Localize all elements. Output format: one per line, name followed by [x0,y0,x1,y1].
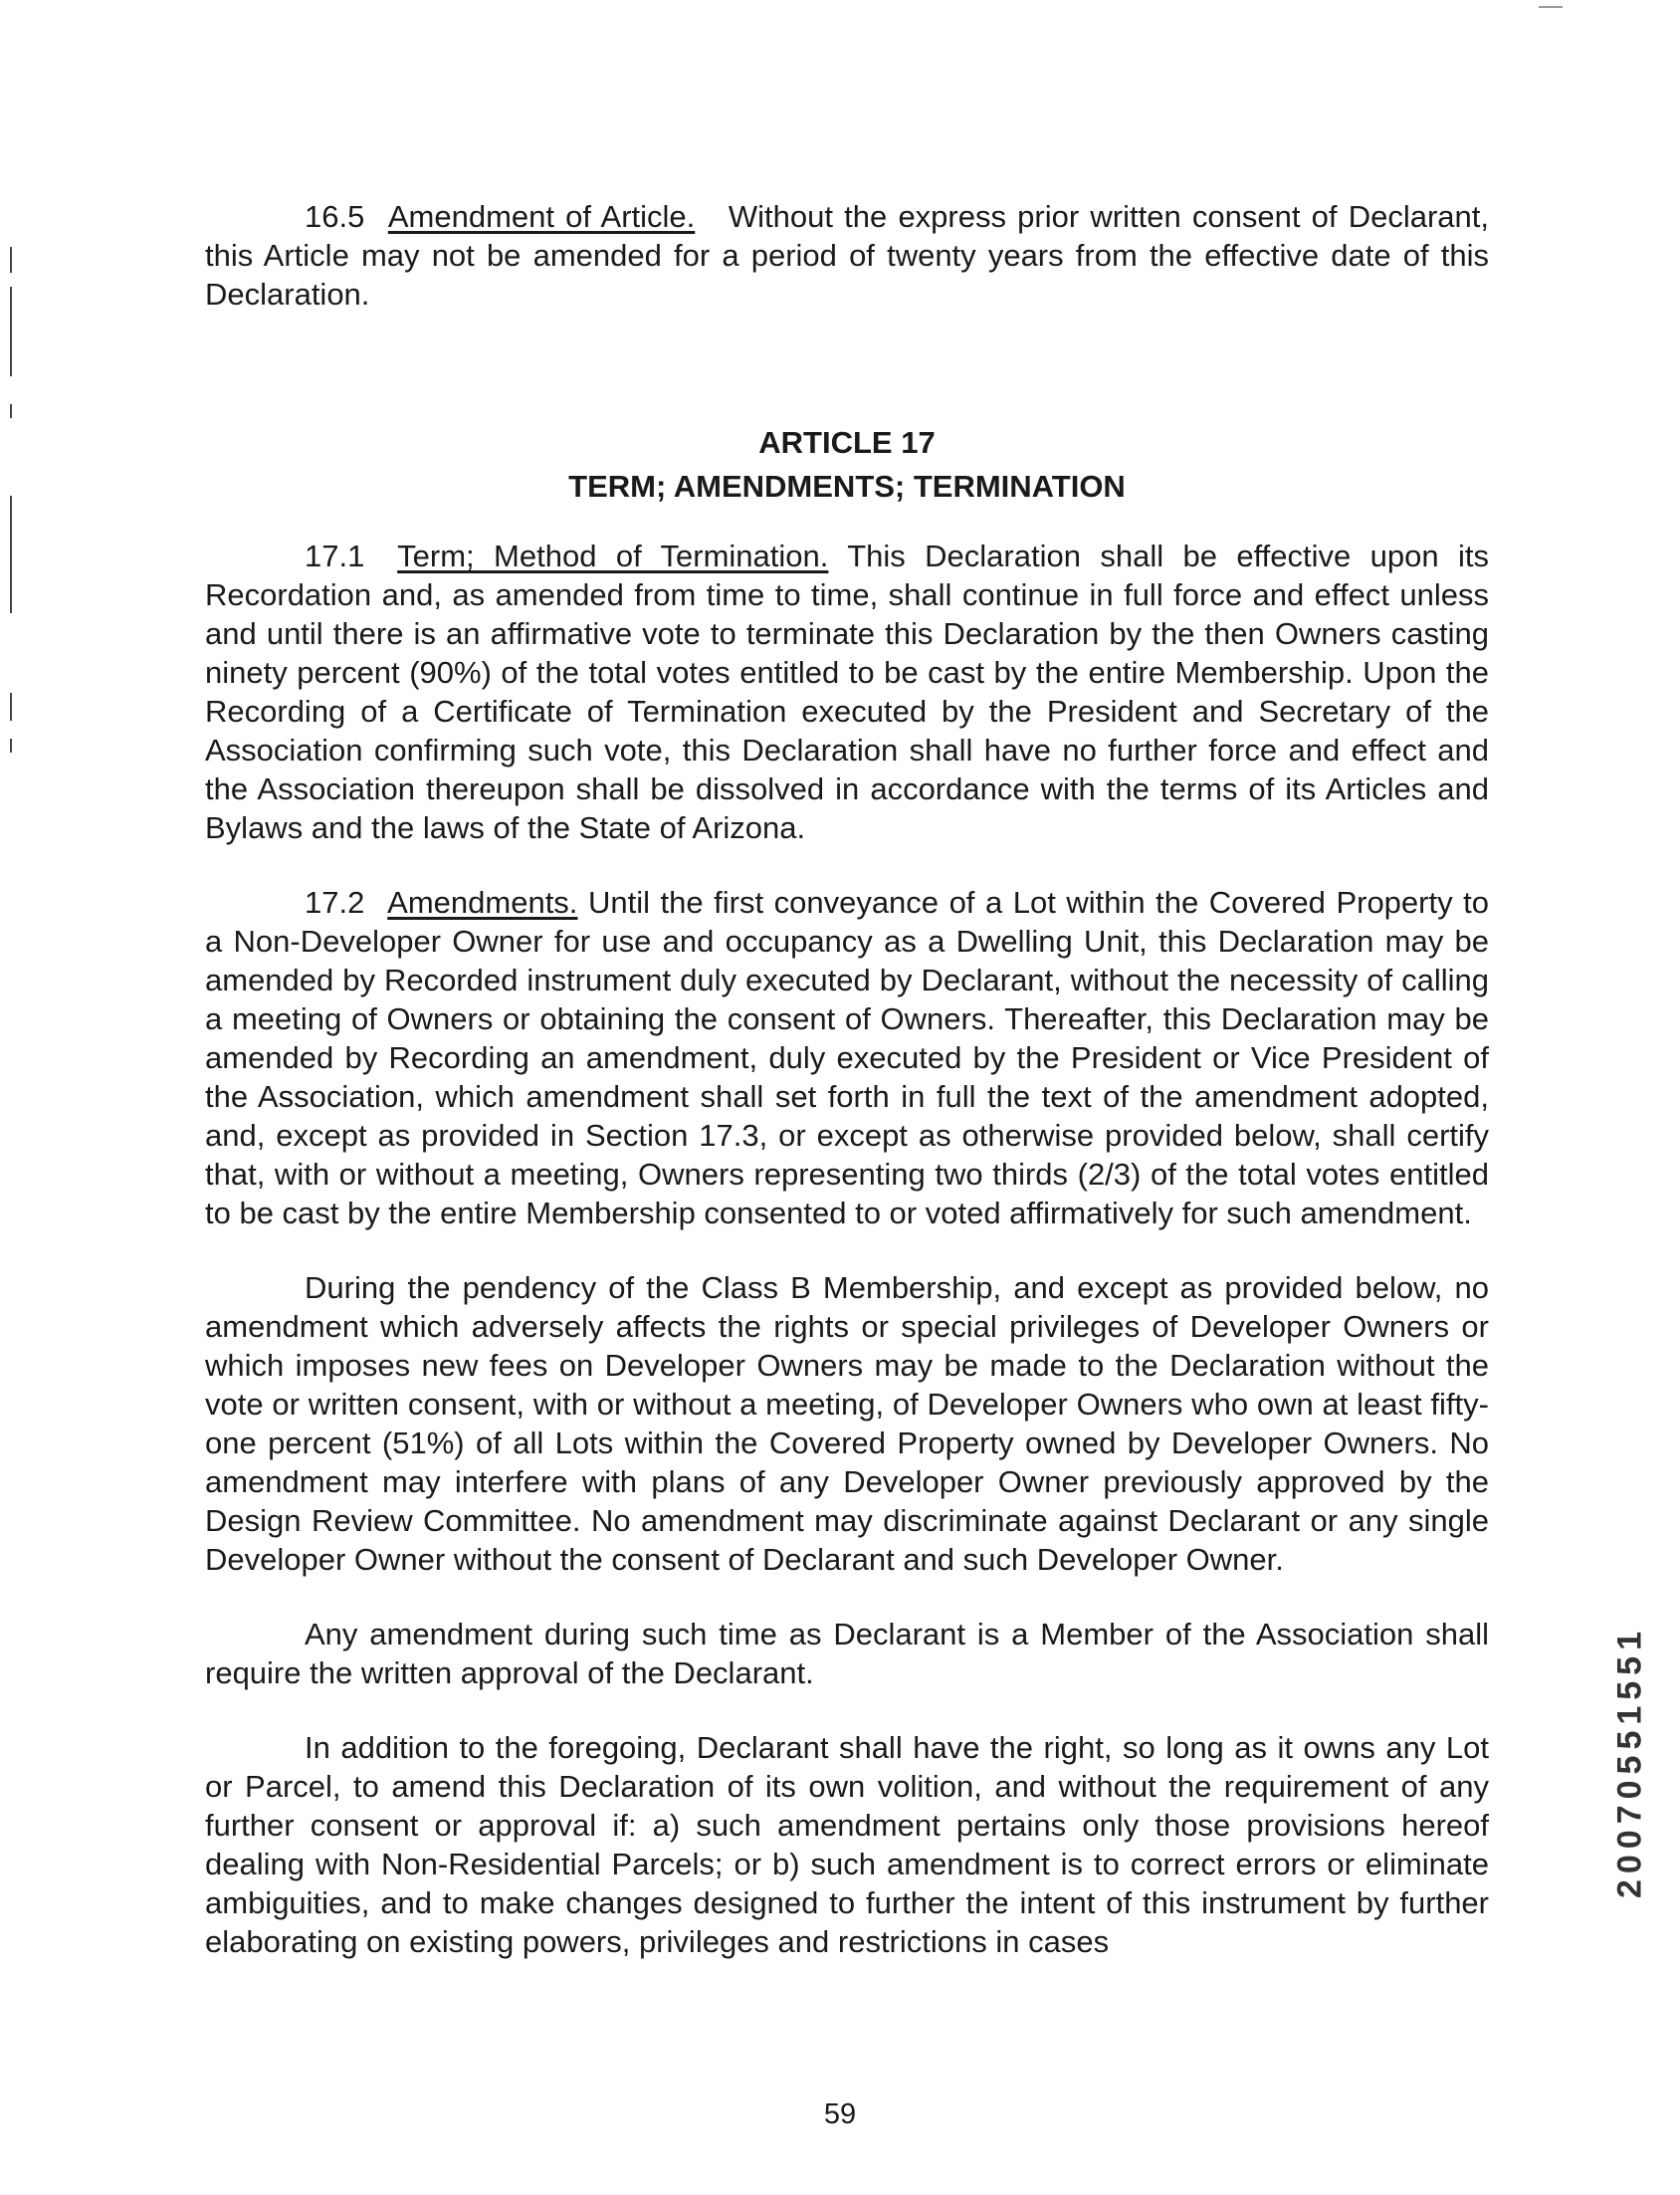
article-heading [205,421,1489,509]
scan-mark-left-1 [10,247,12,273]
section-16-5 [205,197,1489,314]
page-number: 59 [823,2098,857,2130]
section-text: Without the express prior written consent of Declarant, this Article may not be amended for a period of twenty years from the effective date of this Declaration. [205,199,1490,312]
scan-mark-top-right [1539,6,1563,8]
document-body [205,197,1489,1961]
scan-mark-left-4 [10,496,12,613]
section-heading: Term; Method of Termination. [397,539,829,573]
paragraph-class-b-membership: During the pendency of the Class B Membership, and except as provided below, no amendment which adversely affects the rights or special privileges of Developer Owners or which imposes new fees on Developer Owners may be made to the Declaration without the vote or written consent, with or without a meeting, of Developer Owners who own at least fifty-one percent (51%) of all Lots within the Covered Property owned by Developer Owners. No amendment may interfere with plans of any Developer Owner previously approved by the Design Review Committee. No amendment may discriminate against Declarant or any single Developer Owner without the consent of Declarant and such Developer Owner. [205,1270,1489,1577]
article-title: TERM; AMENDMENTS; TERMINATION [568,469,1126,504]
paragraph-member-approval: Any amendment during such time as Declarant is a Member of the Association shall require the written approval of the Declarant. [205,1617,1489,1690]
scan-mark-left-5 [10,693,12,721]
section-number: 16.5 [305,199,365,234]
recording-stamp-number: 20070551551 [1610,1625,1649,1899]
section-heading: Amendments. [387,885,578,920]
section-17-2 [205,883,1489,1232]
recording-stamp [1610,1583,1650,1941]
section-number: 17.2 [305,885,365,920]
scan-mark-left-6 [10,739,12,753]
section-17-1 [205,537,1489,847]
section-number: 17.1 [305,539,365,573]
section-heading: Amendment of Article. [387,199,696,234]
section-text: Until the first conveyance of a Lot within the Covered Property to a Non-Developer Owner for use and occupancy as a Dwelling Unit, this Declaration may be amended by Recorded instrument duly executed by Declarant, without the necessity of calling a meeting of Owners or obtaining the consent of Owners. Thereafter, this Declaration may be amended by Recording an amendment, duly executed by the President or Vice President of the Association, which amendment shall set forth in full the text of the amendment adopted, and, except as provided in Section 17.3, or except as otherwise provided below, shall certify that, with or without a meeting, Owners representing two thirds (2/3) of the total votes entitled to be cast by the entire Membership consented to or voted affirmatively for such amendment. [205,885,1489,1230]
scan-mark-left-2 [10,287,12,376]
section-text: This Declaration shall be effective upon its Recordation and, as amended from time to time, shall continue in full force and effect unless and until there is an affirmative vote to terminate this Declaration by the then Owners casting ninety percent (90%) of the total votes entitled to be cast by the entire Membership. Upon the Recording of a Certificate of Termination executed by the President and Secretary of the Association confirming such vote, this Declaration shall have no further force and effect and the Association thereupon shall be dissolved in accordance with the terms of its Articles and Bylaws and the laws of the State of Arizona. [205,539,1489,845]
article-label: ARTICLE 17 [758,425,936,460]
scan-mark-left-3 [10,404,12,418]
paragraph-declarant-rights: In addition to the foregoing, Declarant shall have the right, so long as it owns any Lot or Parcel, to amend this Declaration of its own volition, and without the requirement of any further consent or approval if: a) such amendment pertains only those provisions hereof dealing with Non-Residential Parcels; or b) such amendment is to correct errors or eliminate ambiguities, and to make changes designed to further the intent of this instrument by further elaborating on existing powers, privileges and restrictions in cases [205,1730,1489,1959]
